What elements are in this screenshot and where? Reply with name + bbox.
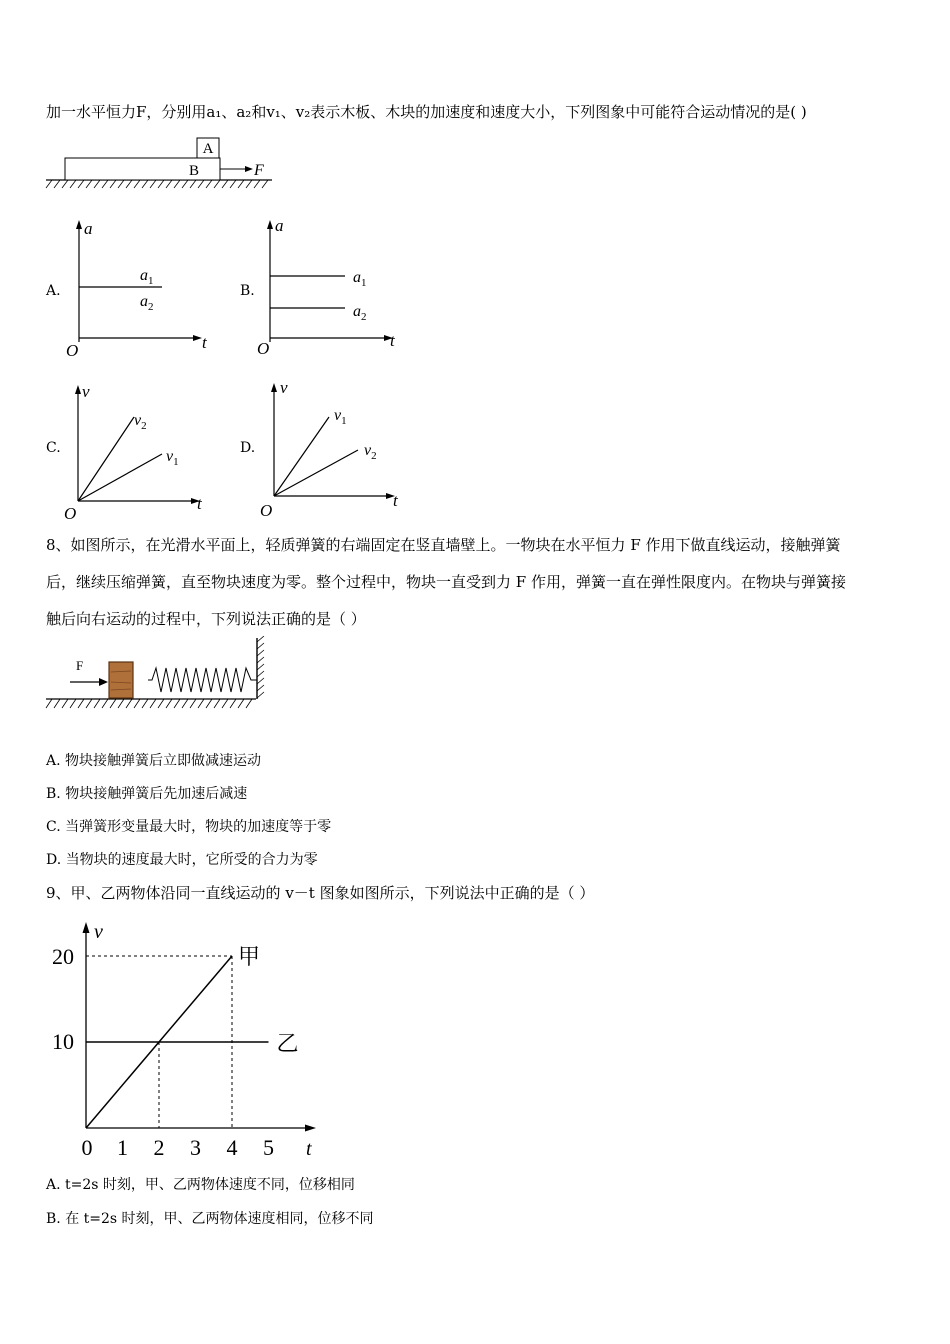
force-f-label: F [254,162,264,179]
q8-spring-figure [44,636,274,716]
q9-stem: 9、甲、乙两物体沿同一直线运动的 v－t 图象如图所示，下列说法中正确的是（ ） [46,884,595,902]
series-yi-label: 乙 [276,1031,299,1056]
block-a-label: A [202,141,214,157]
q7-option-a-label: A. [46,283,61,299]
q9-option-b[interactable]: B. 在 t=2s 时刻，甲、乙两物体速度相同，位移不同 [46,1211,374,1227]
svg-text:a1: $a_1$ [353,269,367,289]
q8-option-a[interactable]: A. 物块接触弹簧后立即做减速运动 [46,753,262,769]
q7-stem: 加一水平恒力F，分别用a₁、a₂和v₁、v₂表示木板、木块的加速度和速度大小，下列图象中可能符合运动情况的是( ) [46,103,807,121]
svg-text:a: a [275,216,284,235]
svg-text:v1: $v_1$ [334,407,347,427]
svg-text:O: O [66,341,79,360]
svg-text:O: O [257,339,270,358]
x-tick-0: 0 [81,1135,93,1160]
q8-line-1: 8、如图所示，在光滑水平面上，轻质弹簧的右端固定在竖直墙壁上。一物块在水平恒力 F 作用下做直线运动，接触弹簧 [46,536,841,554]
svg-text:t: t [197,494,202,513]
q8-force-label: F [76,658,84,673]
svg-text:t: t [390,331,395,350]
a1-label: $a_1$ [140,267,154,287]
svg-text:O: O [64,504,77,523]
x-tick-4: 4 [226,1135,238,1160]
y-tick-20: 20 [52,944,74,969]
x-tick-2: 2 [153,1135,165,1160]
q8-option-d[interactable]: D. 当物块的速度最大时，它所受的合力为零 [46,852,318,868]
q8-option-c[interactable]: C. 当弹簧形变量最大时，物块的加速度等于零 [46,819,332,835]
svg-text:O: O [260,501,273,520]
x-tick-3: 3 [190,1135,201,1160]
q8-line-3: 触后向右运动的过程中，下列说法正确的是（ ） [46,610,366,628]
y-tick-10: 10 [52,1029,74,1054]
svg-text:a2: $a_2$ [353,303,367,323]
series-jia-label: 甲 [238,944,261,969]
q8-option-b[interactable]: B. 物块接触弹簧后先加速后减速 [46,786,248,802]
x-tick-5: 5 [263,1135,274,1160]
svg-text:v2: $v_2$ [364,442,377,462]
svg-text:v2: $v_2$ [134,412,147,432]
q7-option-d-graph[interactable] [256,377,416,527]
q7-option-c-label: C. [46,440,61,456]
q7-option-c-graph[interactable] [60,377,220,527]
q8-line-2: 后，继续压缩弹簧，直至物块速度为零。整个过程中，物块一直受到力 F 作用，弹簧一直在弹性限度内。在物块与弹簧接 [46,573,846,591]
x-axis-label: t [306,1138,312,1160]
q7-setup-figure [44,134,284,192]
q7-option-b-graph[interactable] [253,212,413,362]
q9-vt-chart [44,916,344,1166]
svg-text:v1: $v_1$ [166,448,179,468]
a2-label: $a_2$ [140,293,154,313]
svg-text:v: v [82,382,90,401]
block-b-label: B [188,163,200,179]
svg-text:v: v [280,378,288,397]
y-axis-label: v [94,921,103,943]
q7-option-b-label: B. [240,283,255,299]
q9-option-a[interactable]: A. t=2s 时刻，甲、乙两物体速度不同，位移相同 [46,1177,355,1193]
svg-text:t: t [202,333,207,352]
q7-option-d-label: D. [240,440,256,456]
svg-text:t: t [393,491,398,510]
svg-text:a: a [84,219,93,238]
q7-option-a-graph[interactable] [62,212,222,362]
x-tick-1: 1 [117,1135,128,1160]
